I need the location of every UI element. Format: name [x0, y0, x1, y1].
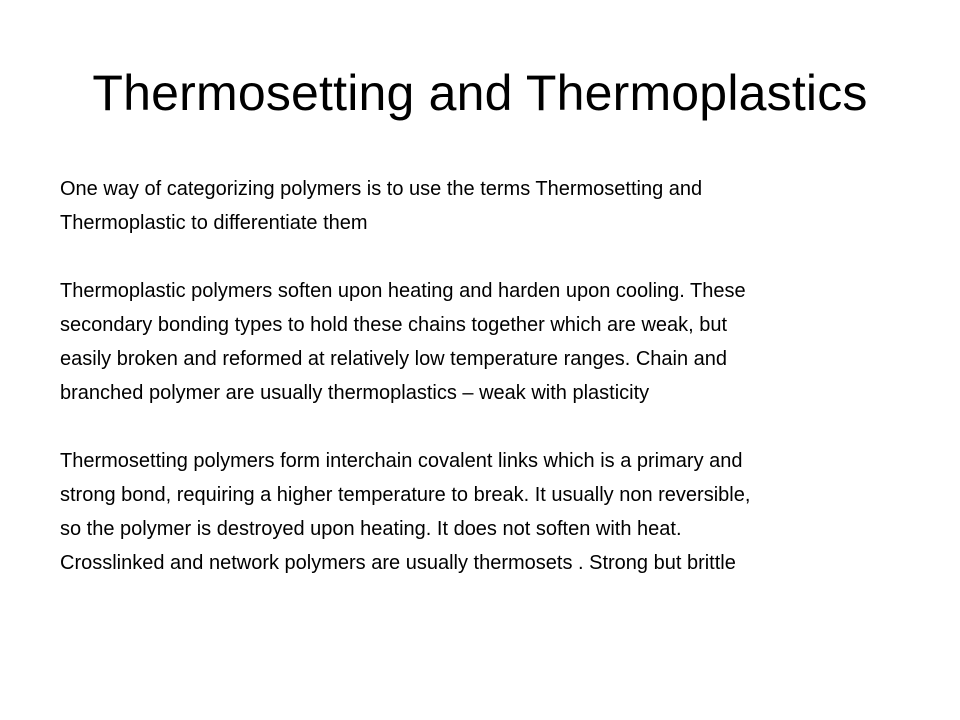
slide-body [60, 172, 920, 614]
text-line: Thermoplastic polymers soften upon heating and harden upon cooling. These [60, 280, 746, 302]
text-line: easily broken and reformed at relatively low temperature ranges. Chain and [60, 348, 728, 370]
text-line: so the polymer is destroyed upon heating. It does not soften with heat. [60, 518, 682, 540]
slide-title: Thermosetting and Thermoplastics [92, 65, 868, 121]
intro-paragraph [60, 172, 920, 240]
text-line: Thermoplastic to differentiate them [60, 212, 368, 234]
text-line: One way of categorizing polymers is to use the terms Thermosetting and [60, 178, 703, 200]
text-line: branched polymer are usually thermoplastics – weak with plasticity [60, 382, 650, 404]
text-line: secondary bonding types to hold these chains together which are weak, but [60, 314, 728, 336]
text-line: Crosslinked and network polymers are usually thermosets . Strong but brittle [60, 552, 736, 574]
thermoplastic-paragraph [60, 274, 920, 410]
text-line: Thermosetting polymers form interchain covalent links which is a primary and [60, 450, 743, 472]
thermosetting-paragraph [60, 444, 920, 580]
text-line: strong bond, requiring a higher temperature to break. It usually non reversible, [60, 484, 751, 506]
